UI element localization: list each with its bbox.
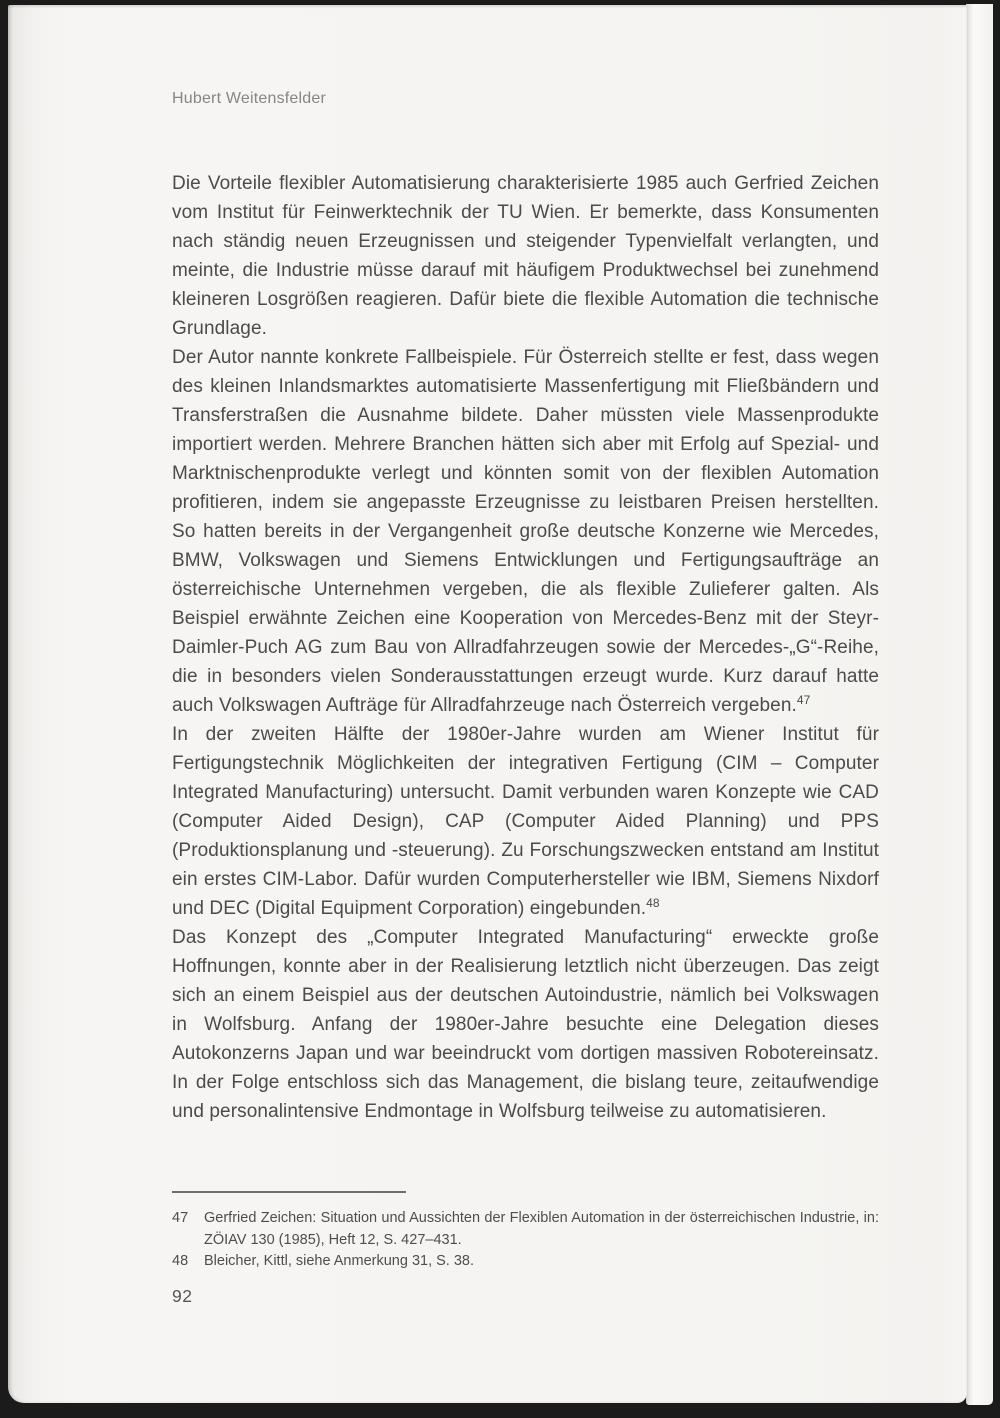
footnotes [172,1208,879,1273]
running-header: Hubert Weitensfelder [172,90,326,107]
page-sheet [8,5,967,1403]
footnote-number: 47 [172,1210,189,1226]
body-text [172,169,879,1126]
footer-area [172,1191,879,1307]
body-paragraph [172,343,879,720]
paragraph-text: Der Autor nannte konkrete Fallbeispiele. Für Österreich stellte er fest, dass wegen des kleinen Inlandsmarktes automatisierte Massenfertigung mit Fließbändern und Transferstraßen die Ausnahme bildete. Daher müssten viele Massenprodukte importiert werden. Mehrere Branchen hätten sich aber mit Erfolg auf Spezial- und Marktnischenprodukte verlegt und könnten somit von der flexiblen Automation profitieren, indem sie angepasste Erzeugnisse zu leistbaren Preisen herstellten. So hatten bereits in der Vergangenheit große deutsche Konzerne wie Mercedes, BMW, Volkswagen und Siemens Entwicklungen und Fertigungsaufträge an österreichische Unternehmen vergeben, die als flexible Zulieferer galten. Als Beispiel erwähnte Zeichen eine Kooperation von Mercedes-Benz mit der Steyr-Daimler-Puch AG zum Bau von Allradfahrzeugen sowie der Mercedes-„G“-Reihe, die in besonders vielen Sonderausstattungen erzeugt wurde. Kurz darauf hatte auch Volkswagen Aufträge für Allradfahrzeuge nach Österreich vergeben. [172,347,879,716]
next-page-edge [966,4,993,1405]
footnote-text: Bleicher, Kittl, siehe Anmerkung 31, S. 38. [204,1253,475,1269]
footnote-rule [172,1191,406,1193]
footnote-text: Gerfried Zeichen: Situation und Aussichten der Flexiblen Automation in der österreichischen Industrie, in: ZÖIAV 130 (1985), Heft 12, S. 427–431. [204,1210,879,1248]
footnote-ref: 48 [646,896,660,910]
paragraph-text: Die Vorteile flexibler Automatisierung charakterisierte 1985 auch Gerfried Zeichen vom Institut für Feinwerktechnik der TU Wien. Er bemerkte, dass Konsumenten nach ständig neuen Erzeugnissen und steigender Typenvielfalt verlangten, und meinte, die Industrie müsse darauf mit häufigem Produktwechsel bei zunehmend kleineren Losgrößen reagieren. Dafür biete die flexible Automation die technische Grundlage. [172,173,879,339]
footnote-ref: 47 [796,693,811,707]
page-number: 92 [172,1285,193,1306]
body-paragraph [172,923,879,1126]
paragraph-text: In der zweiten Hälfte der 1980er-Jahre wurden am Wiener Institut für Fertigungstechnik Möglichkeiten der integrativen Fertigung (CIM – Computer Integrated Manufacturing) untersucht. Damit verbunden waren Konzepte wie CAD (Computer Aided Design), CAP (Computer Aided Planning) und PPS (Produktionsplanung und -steuerung). Zu Forschungszwecken entstand am Institut ein erstes CIM-Labor. Dafür wurden Computerhersteller wie IBM, Siemens Nixdorf und DEC (Digital Equipment Corporation) eingebunden. [172,724,879,919]
footnote-number: 48 [172,1253,189,1269]
footnote [172,1251,879,1273]
page-content [172,5,879,1126]
body-paragraph [172,720,879,923]
footnote [172,1208,879,1251]
body-paragraph [172,169,879,343]
paragraph-text: Das Konzept des „Computer Integrated Manufacturing“ erweckte große Hoffnungen, konnte aber in der Realisierung letztlich nicht überzeugen. Das zeigt sich an einem Beispiel aus der deutschen Autoindustrie, nämlich bei Volkswagen in Wolfsburg. Anfang der 1980er-Jahre besuchte eine Delegation dieses Autokonzerns Japan und war beeindruckt vom dortigen massiven Robotereinsatz. In der Folge entschloss sich das Management, die bislang teure, zeitaufwendige und personalintensive Endmontage in Wolfsburg teilweise zu automatisieren. [172,927,879,1122]
